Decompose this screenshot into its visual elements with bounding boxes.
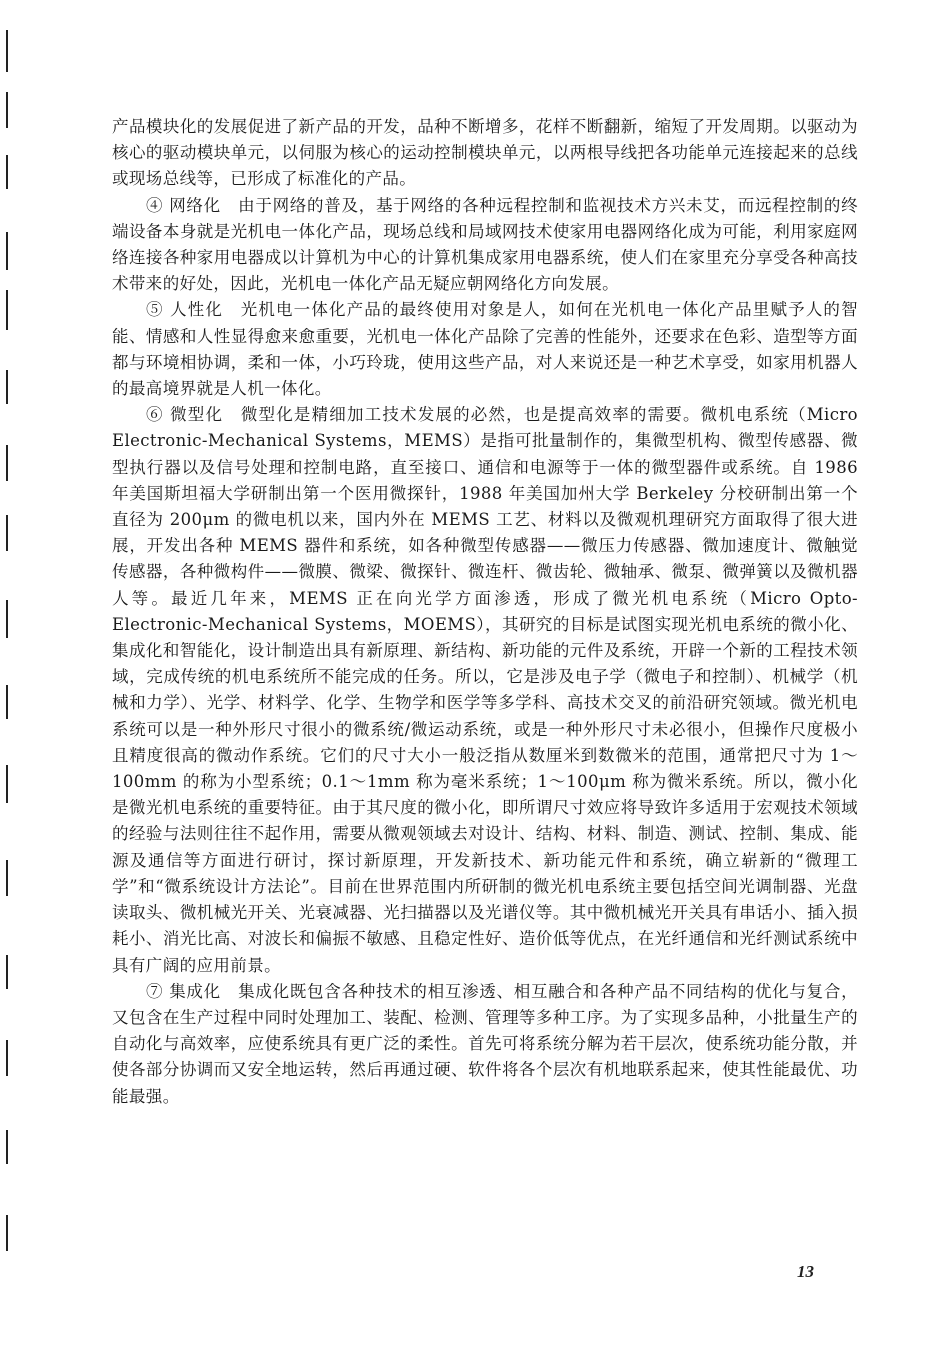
scan-mark (6, 860, 8, 896)
scan-mark (6, 155, 8, 189)
scan-mark (6, 955, 8, 989)
paragraph-miniaturization: ⑥ 微型化 微型化是精细加工技术发展的必然，也是提高效率的需要。微机电系统（Micro Electronic-Mechanical Systems，MEMS）是指可批量制作的，集微型机构、微型传感器、微型执行器以及信号处理和控制电路，直至接口、通信和电源等于一体的微型器件或系统。自 1986 年美国斯坦福大学研制出第一个医用微探针，1988 年美国加州大学 Berkeley 分校研制出第一个直径为 200μm 的微电机以来，国内外在 MEMS 工艺、材料以及微观机理研究方面取得了很大进展，开发出各种 MEMS 器件和系统，如各种微型传感器——微压力传感器、微加速度计、微触觉传感器，各种微构件——微膜、微梁、微探针、微连杆、微齿轮、微轴承、微泵、微弹簧以及微机器人等。最近几年来，MEMS 正在向光学方面渗透，形成了微光机电系统（Micro Opto-Electronic-Mechanical Systems，MOEMS），其研究的目标是试图实现光机电系统的微小化、集成化和智能化，设计制造出具有新原理、新结构、新功能的元件及系统，开辟一个新的工程技术领域，完成传统的机电系统所不能完成的任务。所以，它是涉及电子学（微电子和控制）、机械学（机械和力学）、光学、材料学、化学、生物学和医学等多学科、高技术交叉的前沿研究领域。微光机电系统可以是一种外形尺寸很小的微系统/微运动系统，或是一种外形尺寸未必很小，但操作尺度极小且精度很高的微动作系统。它们的尺寸大小一般泛指从数厘米到数微米的范围，通常把尺寸为 1～100mm 的称为小型系统；0.1～1mm 称为毫米系统；1～100μm 称为微米系统。所以，微小化是微光机电系统的重要特征。由于其尺度的微小化，即所谓尺寸效应将导致许多适用于宏观技术领域的经验与法则往往不起作用，需要从微观领域去对设计、结构、材料、制造、测试、控制、集成、能源及通信等方面进行研讨，探讨新原理，开发新技术、新功能元件和系统，确立崭新的“微理工学”和“微系统设计方法论”。目前在世界范围内所研制的微光机电系统主要包括空间光调制器、光盘读取头、微机械光开关、光衰减器、光扫描器以及光谱仪等。其中微机械光开关具有串话小、插入损耗小、消光比高、对波长和偏振不敏感、且稳定性好、造价低等优点，在光纤通信和光纤测试系统中具有广阔的应用前景。 (112, 405, 858, 975)
paragraph-integration: ⑦ 集成化 集成化既包含各种技术的相互渗透、相互融合和各种产品不同结构的优化与复合，又包含在生产过程中同时处理加工、装配、检测、管理等多种工序。为了实现多品种，小批量生产的自动化与高效率，应使系统具有更广泛的柔性。首先可将系统分解为若干层次，使系统功能分散，并使各部分协调而又安全地运转，然后再通过硬、软件将各个层次有机地联系起来，使其性能最优、功能最强。 (112, 981, 858, 1106)
scan-mark (6, 1130, 8, 1164)
scan-mark (6, 30, 8, 72)
scan-mark (6, 92, 8, 128)
scan-mark (6, 765, 8, 803)
paragraph-humanization: ⑤ 人性化 光机电一体化产品的最终使用对象是人，如何在光机电一体化产品里赋予人的智能、情感和人性显得愈来愈重要，光机电一体化产品除了完善的性能外，还要求在色彩、造型等方面都与环境相协调，柔和一体，小巧玲珑，使用这些产品，对人来说还是一种艺术享受，如家用机器人的最高境界就是人机一体化。 (112, 300, 858, 399)
page-body (112, 114, 858, 1110)
scan-mark (6, 232, 8, 270)
scan-mark (6, 290, 8, 330)
scan-mark (6, 1215, 8, 1251)
scan-binding-marks (0, 0, 14, 1347)
scan-mark (6, 370, 8, 404)
scan-mark (6, 600, 8, 638)
scan-mark (6, 1040, 8, 1076)
paragraph-networking: ④ 网络化 由于网络的普及，基于网络的各种远程控制和监视技术方兴未艾，而远程控制的终端设备本身就是光机电一体化产品，现场总线和局域网技术使家用电器网络化成为可能，利用家庭网络连接各种家用电器成以计算机为中心的计算机集成家用电器系统，使人们在家里充分享受各种高技术带来的好处，因此，光机电一体化产品无疑应朝网络化方向发展。 (112, 195, 858, 294)
scan-mark (6, 685, 8, 719)
scan-mark (6, 445, 8, 481)
scan-mark (6, 515, 8, 551)
paragraph-modularization-continued: 产品模块化的发展促进了新产品的开发，品种不断增多，花样不断翻新，缩短了开发周期。以驱动为核心的驱动模块单元，以伺服为核心的运动控制模块单元，以两根导线把各功能单元连接起来的总线或现场总线等，已形成了标准化的产品。 (112, 117, 858, 189)
page-number: 13 (797, 1262, 814, 1281)
